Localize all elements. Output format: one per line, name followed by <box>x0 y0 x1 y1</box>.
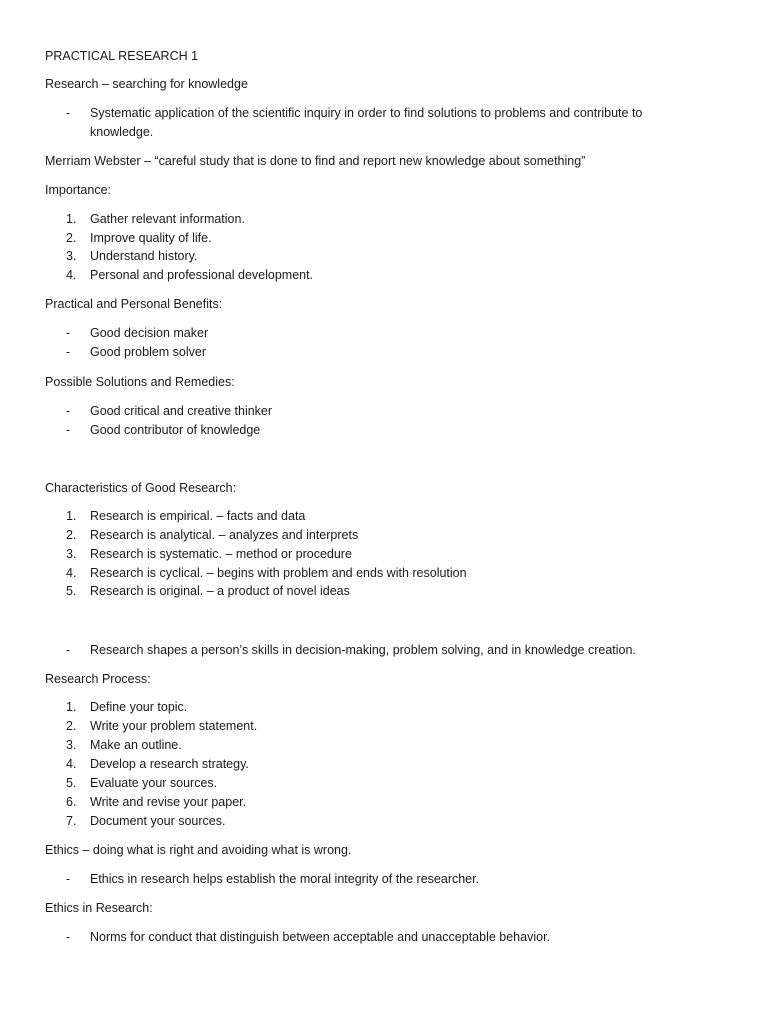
research-definition: Research – searching for knowledge <box>45 77 248 91</box>
list-number: 6. <box>66 795 77 809</box>
list-number: 3. <box>66 738 77 752</box>
list-number: 1. <box>66 509 77 523</box>
research-bullet-line-1: Systematic application of the scientific inquiry in order to find solutions to problems and contribute to <box>90 106 643 120</box>
list-number: 7. <box>66 814 77 828</box>
process-item: Write your problem statement. <box>90 719 258 733</box>
bullet-marker: - <box>66 106 71 120</box>
importance-item: Gather relevant information. <box>90 212 245 226</box>
merriam-webster-definition: Merriam Webster – “careful study that is done to find and report new knowledge about something” <box>45 154 586 168</box>
characteristics-item: Research is original. – a product of novel ideas <box>90 584 350 598</box>
bullet-marker: - <box>66 930 71 944</box>
solutions-item: Good critical and creative thinker <box>90 404 273 418</box>
document-title: PRACTICAL RESEARCH 1 <box>45 49 199 63</box>
list-number: 2. <box>66 719 77 733</box>
research-shapes-bullet: Research shapes a person’s skills in decision-making, problem solving, and in knowledge creation. <box>90 643 636 657</box>
list-number: 4. <box>66 268 77 282</box>
ethics-in-research-bullet: Norms for conduct that distinguish between acceptable and unacceptable behavior. <box>90 930 551 944</box>
ethics-definition: Ethics – doing what is right and avoiding what is wrong. <box>45 843 352 857</box>
benefits-heading: Practical and Personal Benefits: <box>45 297 223 311</box>
list-number: 5. <box>66 584 77 598</box>
list-number: 3. <box>66 249 77 263</box>
importance-item: Personal and professional development. <box>90 268 314 282</box>
ethics-bullet: Ethics in research helps establish the moral integrity of the researcher. <box>90 872 480 886</box>
characteristics-heading: Characteristics of Good Research: <box>45 481 237 495</box>
bullet-marker: - <box>66 345 71 359</box>
list-number: 2. <box>66 231 77 245</box>
list-number: 1. <box>66 212 77 226</box>
characteristics-item: Research is empirical. – facts and data <box>90 509 306 523</box>
bullet-marker: - <box>66 423 71 437</box>
ethics-in-research-heading: Ethics in Research: <box>45 901 153 915</box>
importance-item: Improve quality of life. <box>90 231 212 245</box>
process-heading: Research Process: <box>45 672 151 686</box>
importance-heading: Importance: <box>45 183 112 197</box>
benefits-item: Good problem solver <box>90 345 207 359</box>
bullet-marker: - <box>66 326 71 340</box>
list-number: 3. <box>66 547 77 561</box>
process-item: Evaluate your sources. <box>90 776 218 790</box>
characteristics-item: Research is analytical. – analyzes and interprets <box>90 528 359 542</box>
list-number: 1. <box>66 700 77 714</box>
list-number: 4. <box>66 757 77 771</box>
research-bullet-line-2: knowledge. <box>90 125 154 139</box>
solutions-heading: Possible Solutions and Remedies: <box>45 375 235 389</box>
solutions-item: Good contributor of knowledge <box>90 423 261 437</box>
list-number: 4. <box>66 566 77 580</box>
list-number: 5. <box>66 776 77 790</box>
list-number: 2. <box>66 528 77 542</box>
process-item: Write and revise your paper. <box>90 795 247 809</box>
bullet-marker: - <box>66 643 71 657</box>
process-item: Define your topic. <box>90 700 188 714</box>
characteristics-item: Research is systematic. – method or procedure <box>90 547 352 561</box>
process-item: Make an outline. <box>90 738 182 752</box>
process-item: Document your sources. <box>90 814 226 828</box>
benefits-item: Good decision maker <box>90 326 209 340</box>
bullet-marker: - <box>66 872 71 886</box>
process-item: Develop a research strategy. <box>90 757 249 771</box>
characteristics-item: Research is cyclical. – begins with problem and ends with resolution <box>90 566 467 580</box>
importance-item: Understand history. <box>90 249 198 263</box>
bullet-marker: - <box>66 404 71 418</box>
